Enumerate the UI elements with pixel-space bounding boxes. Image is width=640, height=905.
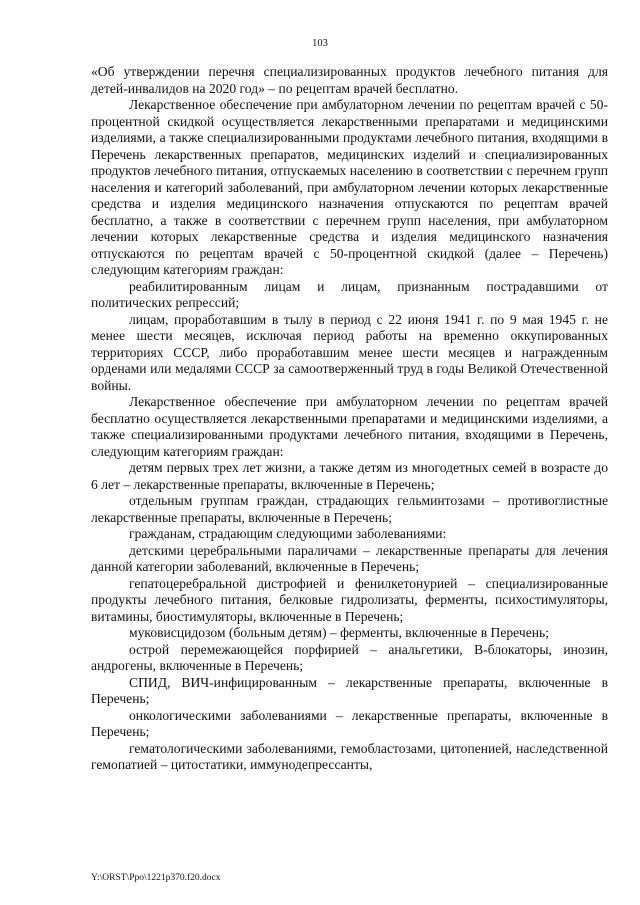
paragraph: Лекарственное обеспечение при амбулаторном лечении по рецептам врачей бесплатно осуществляется лекарственными препаратами и медицинскими изделиями, а также специализированными продуктами лечебного питания, входящими в Перечень, следующим категориям граждан: bbox=[91, 394, 608, 459]
paragraph: лицам, проработавшим в тылу в период с 22 июня 1941 г. по 9 мая 1945 г. не менее шести месяцев, исключая период работы на временно оккупированных территориях СССР, либо проработавшим менее шести месяцев и награжденным орденами или медалями СССР за самоотверженный труд в годы Великой Отечественной войны. bbox=[91, 311, 608, 393]
paragraph: гражданам, страдающим следующими заболеваниями: bbox=[129, 526, 447, 541]
paragraph: муковисцидозом (больным детям) – ферменты, включенные в Перечень; bbox=[129, 625, 549, 640]
paragraph: гематологическими заболеваниями, гемобластозами, цитопенией, наследственной гемопатией – цитостатики, иммунодепрессанты, bbox=[91, 740, 608, 772]
paragraph: «Об утверждении перечня специализированных продуктов лечебного питания для детей-инвалидов на 2020 год» – по рецептам врачей бесплатно. bbox=[91, 64, 608, 96]
paragraph: отдельным группам граждан, страдающих гельминтозами – противоглистные лекарственные препараты, включенные в Перечень; bbox=[91, 493, 608, 525]
paragraph: онкологическими заболеваниями – лекарственные препараты, включенные в Перечень; bbox=[91, 707, 608, 739]
paragraph: гепатоцеребральной дистрофией и фенилкетонурией – специализированные продукты лечебного питания, белковые гидролизаты, ферменты, психостимуляторы, витамины, биостимуляторы, включенные в Перечень; bbox=[91, 575, 608, 624]
page-number: 103 bbox=[312, 38, 328, 49]
paragraph: реабилитированным лицам и лицам, признанным пострадавшими от политических репрессий; bbox=[91, 278, 608, 310]
paragraph: Лекарственное обеспечение при амбулаторном лечении по рецептам врачей с 50-процентной скидкой осуществляется лекарственными препаратами и медицинскими изделиями, а также специализированными продуктами лечебного питания, входящими в Перечень лекарственных препаратов, медицинских изделий и специализированных продуктов лечебного питания, отпускаемых населению в соответствии с перечнем групп населения и категорий заболеваний, при амбулаторном лечении которых лекарственные средства и изделия медицинского назначения отпускаются по рецептам врачей бесплатно, а также в соответствии с перечнем групп населения, при амбулаторном лечении которых лекарственные средства и изделия медицинского назначения отпускаются по рецептам врачей с 50-процентной скидкой (далее – Перечень) следующим категориям граждан: bbox=[91, 97, 608, 277]
paragraph: детскими церебральными параличами – лекарственные препараты для лечения данной категории заболеваний, включенные в Перечень; bbox=[91, 542, 608, 574]
paragraph: СПИД, ВИЧ-инфицированным – лекарственные препараты, включенные в Перечень; bbox=[91, 674, 608, 706]
paragraph: острой перемежающейся порфирией – анальгетики, В-блокаторы, инозин, андрогены, включенные в Перечень; bbox=[91, 641, 608, 673]
footer-file-path: Y:\ORST\Ppo\1221p370.f20.docx bbox=[91, 873, 221, 883]
paragraph: детям первых трех лет жизни, а также детям из многодетных семей в возрасте до 6 лет – лекарственные препараты, включенные в Перечень; bbox=[91, 460, 608, 492]
document-body bbox=[91, 64, 608, 774]
